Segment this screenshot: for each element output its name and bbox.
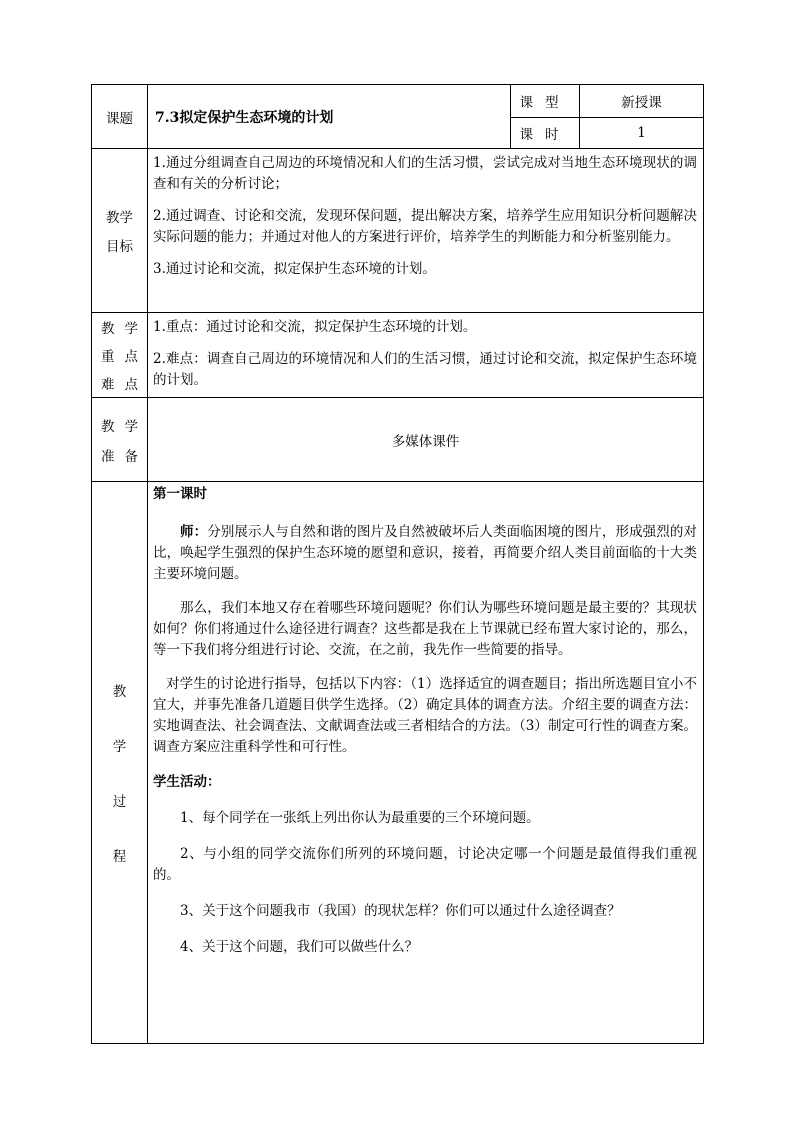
keypoints-content	[148, 313, 704, 398]
preparation-label-cell	[92, 398, 148, 482]
difficulty-text: 2.难点：调查自己周边的环境情况和人们的生活习惯，通过讨论和交流，拟定保护生态环境的计划。	[153, 351, 697, 388]
objectives-label-line2: 目标	[106, 239, 133, 255]
process-label-char: 学	[112, 739, 127, 755]
course-label-cell	[92, 85, 148, 149]
type-label-cell	[511, 85, 580, 118]
process-label-char: 教	[112, 684, 127, 700]
objectives-label-line1: 教学	[106, 210, 133, 226]
type-label: 课型	[519, 95, 571, 111]
course-label: 课题	[106, 110, 133, 127]
objective-item: 2.通过调查、讨论和交流，发现环保问题，提出解决方案，培养学生应用知识分析问题解决实际问题的能力；并通过对他人的方案进行评价，培养学生的判断能力和分析鉴别能力。	[153, 208, 697, 245]
process-paragraph-2: 那么，我们本地又存在着哪些环境问题呢？你们认为哪些环境问题是最主要的？其现状如何？你们将通过什么途径进行调查？这些都是我在上节课就已经布置大家讨论的，那么，等一下我们将分组进行讨论、交流，在之前，我先作一些简要的指导。	[153, 600, 697, 658]
hours-value-cell	[580, 118, 704, 149]
process-heading: 第一课时	[153, 486, 207, 502]
teacher-text: 分别展示人与自然和谐的图片及自然被破坏后人类面临困境的图片，形成强烈的对比，唤起学生强烈的保护生态环境的愿望和意识，接着，再简要介绍人类目前面临的十大类主要环境问题。	[153, 524, 698, 582]
keypoints-label-line1: 教学	[101, 321, 148, 337]
objectives-content	[148, 149, 704, 313]
keypoints-label-line2: 重点	[101, 349, 148, 365]
lesson-plan-table	[91, 84, 704, 1044]
preparation-label-line2: 准备	[101, 448, 148, 465]
preparation-value: 多媒体课件	[391, 433, 460, 450]
process-content	[148, 482, 704, 1044]
process-paragraph-3: 对学生的讨论进行指导，包括以下内容：（1）选择适宜的调查题目；指出所选题目宜小不宜大，并事先准备几道题目供学生选择。（2）确定具体的调查方法。介绍主要的调查方法：实地调查法、社会调查法、文献调查法或三者相结合的方法。（3）制定可行性的调查方案。调查方案应注重科学性和可行性。	[153, 676, 697, 755]
course-title: 7.3拟定保护生态环境的计划	[155, 109, 334, 126]
activity-item: 1、每个同学在一张纸上列出你认为最重要的三个环境问题。	[180, 810, 540, 826]
hours-label: 课时	[519, 127, 571, 143]
keypoints-label-cell	[92, 313, 148, 398]
keypoints-label-line3: 难点	[101, 377, 148, 393]
course-title-cell	[148, 85, 511, 149]
hours-value: 1	[637, 125, 646, 141]
activity-item: 2、与小组的同学交流你们所列的环境问题，讨论决定哪一个问题是最值得我们重视的。	[153, 846, 697, 883]
activity-heading: 学生活动：	[153, 774, 221, 790]
objective-item: 3.通过讨论和交流，拟定保护生态环境的计划。	[153, 261, 436, 277]
activity-item: 3、关于这个问题我市（我国）的现状怎样？你们可以通过什么途径调查？	[180, 903, 621, 919]
process-label-cell	[92, 482, 148, 1044]
preparation-label-line1: 教学	[101, 418, 148, 435]
type-value-cell	[580, 85, 704, 118]
teacher-prefix: 师：	[180, 524, 208, 540]
activity-item: 4、关于这个问题，我们可以做些什么？	[180, 939, 419, 955]
hours-label-cell	[511, 118, 580, 149]
objectives-label-cell	[92, 149, 148, 313]
process-label-char: 过	[112, 794, 127, 810]
preparation-content	[148, 398, 704, 482]
focus-text: 1.重点：通过讨论和交流，拟定保护生态环境的计划。	[153, 319, 477, 335]
type-value: 新授课	[621, 95, 662, 111]
objective-item: 1.通过分组调查自己周边的环境情况和人们的生活习惯，尝试完成对当地生态环境现状的调查和有关的分析讨论；	[153, 155, 697, 192]
teacher-paragraph	[153, 522, 697, 585]
process-label-char: 程	[112, 849, 127, 865]
